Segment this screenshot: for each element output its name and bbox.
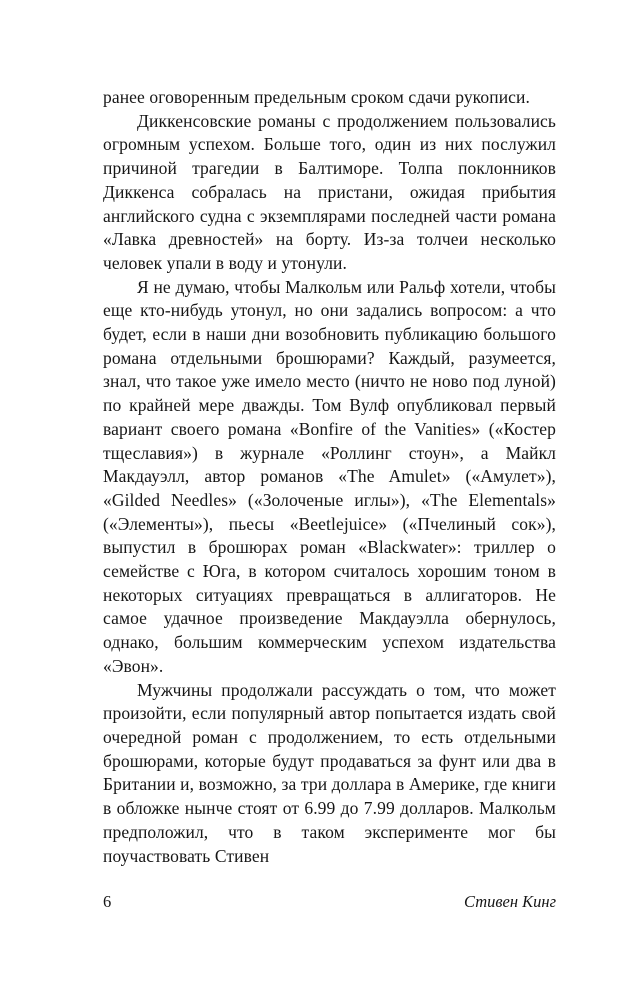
paragraph-continuation: ранее оговоренным предельным сроком сдачи рукописи. [103, 87, 530, 107]
page-footer [103, 892, 556, 912]
paragraph: Диккенсовские романы с продолжением пользовались огромным успехом. Больше того, один из них послужил причиной трагедии в Балтиморе. Толпа поклонников Диккенса собралась на пристани, ожидая прибытия английского судна с экземплярами последней части романа «Лавка древностей» на борту. Из-за толчеи несколько человек упали в воду и утонули. [103, 110, 556, 273]
paragraph: Я не думаю, чтобы Малкольм или Ральф хотели, чтобы еще кто-нибудь утонул, но они задались вопросом: а что будет, если в наши дни возобновить публикацию большого романа отдельными брошюрами? Каждый, разумеется, знал, что такое уже имело место (ничто не ново под луной) по крайней мере дважды. Том Вулф опубликовал первый вариант своего романа «Bonfire of the Vanities» («Костер тщеславия») в журнале «Роллинг стоун», а Майкл Макдауэлл, автор романов «The Amulet» («Амулет»), «Gilded Needles» («Золоченые иглы»), «The Elementals» («Элементы»), пьесы «Beetlejuice» («Пчелиный сок»), выпустил в брошюрах роман «Blackwater»: триллер о семействе с Юга, в котором считалось хорошим тоном в некоторых ситуациях превращаться в аллигаторов. Не самое удачное произведение Макдауэлла обернулось, однако, большим коммерческим успехом издательства «Эвон». [103, 276, 556, 676]
running-title-author: Стивен Кинг [463, 892, 556, 911]
page-number: 6 [103, 892, 112, 911]
paragraph: Мужчины продолжали рассуждать о том, что может произойти, если популярный автор попытается издать свой очередной роман с продолжением, то есть отдельными брошюрами, которые будут продаваться за фунт или два в Британии и, возможно, за три доллара в Америке, где книги в обложке нынче стоят от 6.99 до 7.99 долларов. Малкольм предположил, что в таком эксперименте мог бы поучаствовать Стивен [103, 679, 556, 866]
page-text-block [103, 86, 556, 868]
